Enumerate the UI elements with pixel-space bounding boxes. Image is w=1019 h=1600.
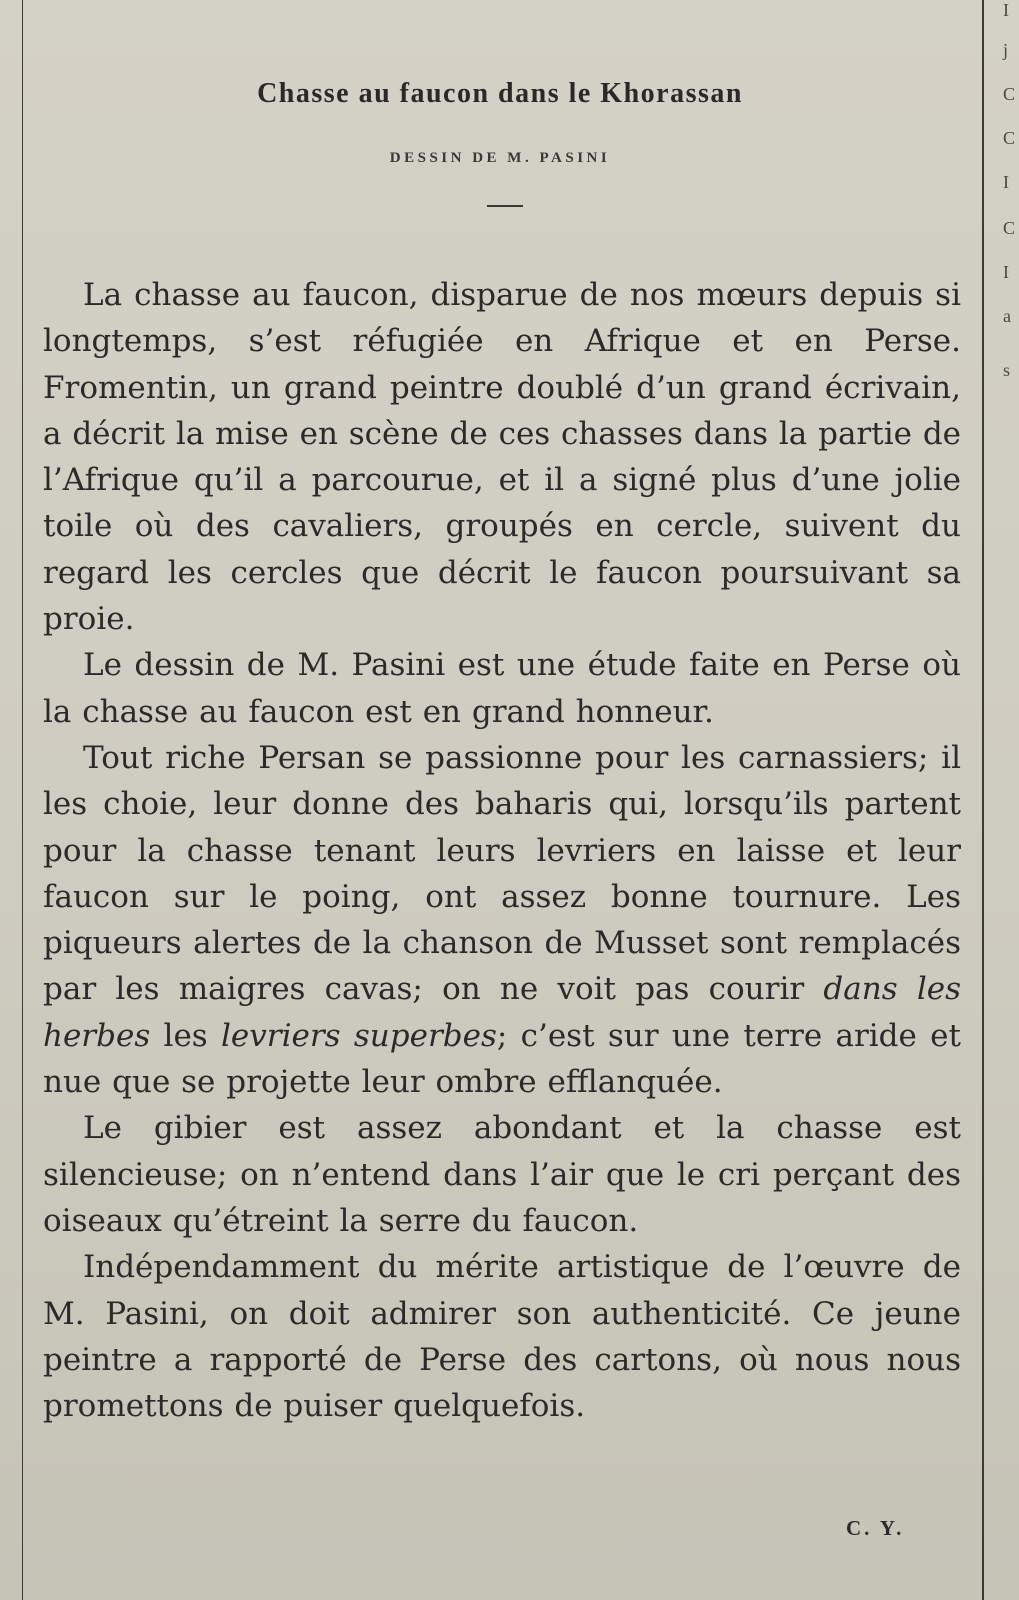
margin-letter: I: [1003, 262, 1009, 282]
italic-text-run: dans les herbes: [43, 971, 961, 1054]
left-column-rule: [22, 0, 23, 1600]
margin-letter: I: [1003, 0, 1009, 20]
margin-letter: j: [1003, 40, 1009, 60]
margin-letter: C: [1003, 128, 1016, 148]
text-run: Tout riche Persan se passionne pour les carnassiers; il les choie, leur donne des baharis qui, lorsqu’ils partent pour la chasse tenant leurs levriers en laisse et leur faucon sur le poing, ont assez bonne tournure. Les piqueurs alertes de la chanson de Musset sont remplacés par les maigres cavas; on ne voit pas courir: [43, 739, 961, 1008]
article-paragraph: [43, 1105, 961, 1244]
adjacent-column-fragment: [1003, 0, 1019, 1600]
italic-text-run: levriers superbes: [221, 1017, 497, 1054]
right-column-rule: [982, 0, 984, 1600]
text-run: ; c’est sur une terre aride et nue que se projette leur ombre efflanquée.: [43, 1017, 961, 1101]
title-separator-dash: [487, 205, 523, 207]
text-run: Le gibier est assez abondant et la chasse est silencieuse; on n’entend dans l’air que le cri perçant des oiseaux qu’étreint la serre du faucon.: [43, 1110, 961, 1239]
article-paragraph: [43, 272, 961, 642]
margin-letter: s: [1003, 360, 1011, 380]
margin-letter: a: [1003, 306, 1011, 326]
article-subtitle: DESSIN DE M. PASINI: [389, 150, 611, 166]
text-run: les: [150, 1017, 221, 1054]
text-run: Le dessin de M. Pasini est une étude faite en Perse où la chasse au faucon est en grand honneur.: [43, 647, 961, 730]
article-body: [43, 272, 961, 1429]
margin-letter: C: [1003, 84, 1016, 104]
margin-letter: I: [1003, 172, 1009, 192]
margin-letter: C: [1003, 218, 1016, 238]
text-run: Indépendamment du mérite artistique de l’œuvre de M. Pasini, on doit admirer son authenticité. Ce jeune peintre a rapporté de Perse des cartons, où nous nous promettons de puiser quelquefois.: [43, 1249, 961, 1425]
text-run: La chasse au faucon, disparue de nos mœurs depuis si longtemps, s’est réfugiée en Afrique et en Perse. Fromentin, un grand peintre doublé d’un grand écrivain, a décrit la mise en scène de ces chasses dans la partie de l’Afrique qu’il a parcourue, et il a signé plus d’une jolie toile où des cavaliers, groupés en cercle, suivent du regard les cercles que décrit le faucon poursuivant sa proie.: [43, 277, 962, 638]
article-paragraph: [43, 735, 961, 1105]
article-paragraph: [43, 1244, 961, 1429]
article-title: Chasse au faucon dans le Khorassan: [257, 78, 743, 109]
author-signature: C. Y.: [846, 1516, 905, 1540]
article-paragraph: [43, 642, 961, 735]
